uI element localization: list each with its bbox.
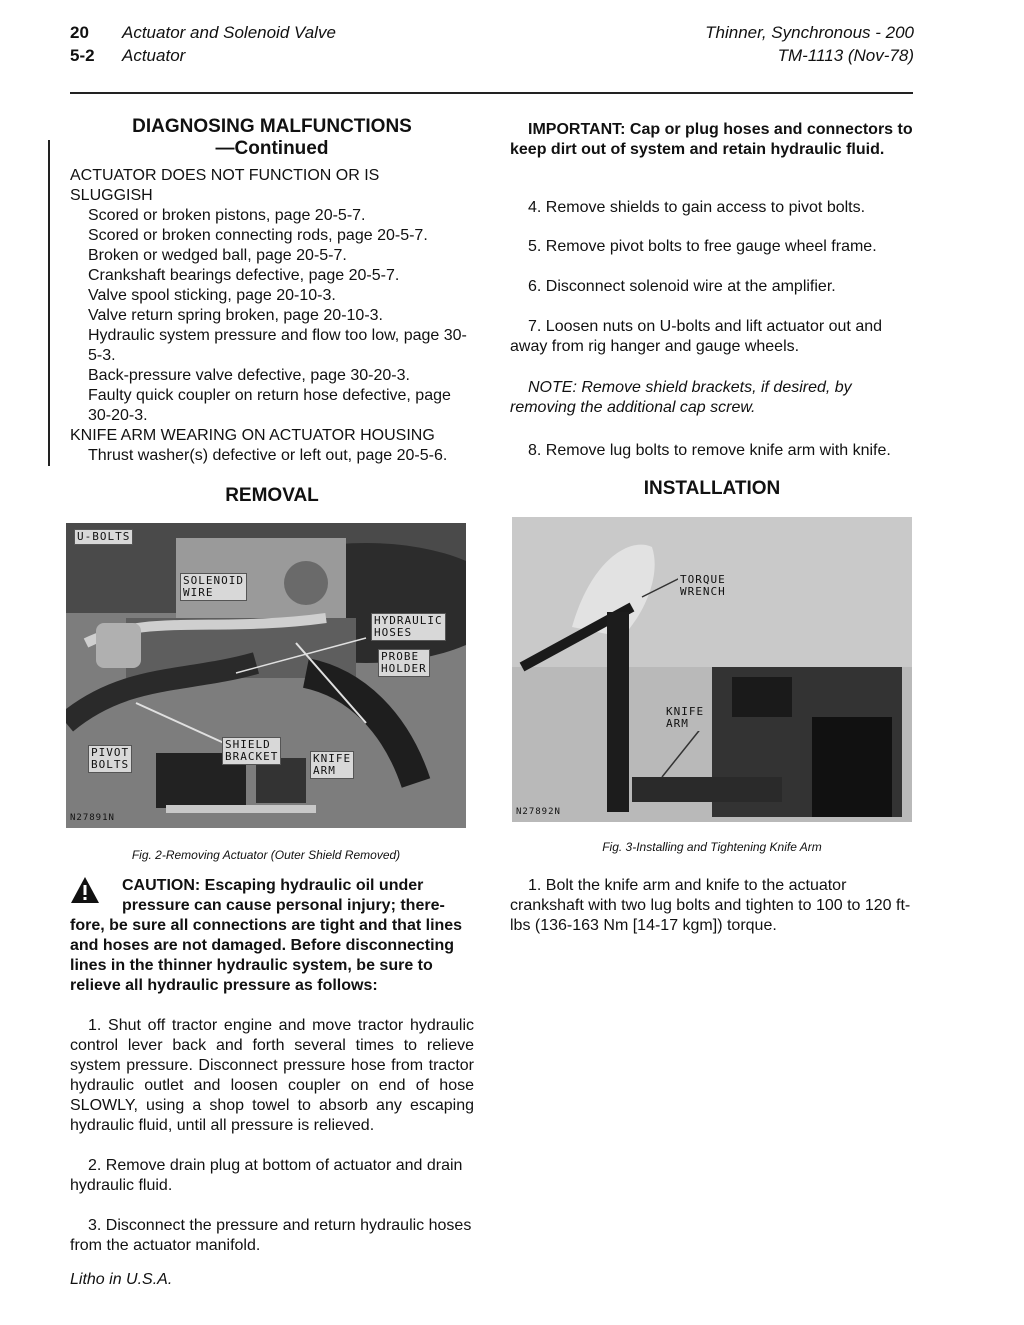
label-knife-arm-install: KNIFE ARM <box>666 705 705 730</box>
caution-line: pressure can cause personal injury; there- <box>122 897 445 914</box>
list-item: Faulty quick coupler on return hose defective, page 30-20-3. <box>88 387 451 424</box>
list-item: Scored or broken pistons, page 20-5-7. <box>88 207 366 224</box>
list-item: Valve return spring broken, page 20-10-3. <box>88 307 383 324</box>
label-knife-arm: KNIFE ARM <box>310 751 354 779</box>
removal-step-3: 3. Disconnect the pressure and return hydraulic hoses from the actuator manifold. <box>70 1217 472 1254</box>
label-pivot-bolts: PIVOT BOLTS <box>88 745 132 773</box>
category-knife-arm-wearing: KNIFE ARM WEARING ON ACTUATOR HOUSING <box>70 427 435 444</box>
list-item: Scored or broken connecting rods, page 20-5-7. <box>88 227 428 244</box>
header-manual-title: Thinner, Synchronous - 200 <box>705 23 914 42</box>
removal-title: REMOVAL <box>225 485 319 506</box>
caution-line: CAUTION: Escaping hydraulic oil under <box>122 877 424 894</box>
list-item: Back-pressure valve defective, page 30-20-3. <box>88 367 410 384</box>
removal-step-7: 7. Loosen nuts on U-bolts and lift actuator out and away from rig hanger and gauge wheels. <box>510 318 883 355</box>
list-item: Broken or wedged ball, page 20-5-7. <box>88 247 347 264</box>
removal-step-4: 4. Remove shields to gain access to pivot bolts. <box>528 199 866 216</box>
label-u-bolts: U-BOLTS <box>74 529 133 545</box>
header-subsection-title: Actuator <box>122 46 186 65</box>
header-rule <box>70 92 913 94</box>
list-item: Hydraulic system pressure and flow too low, page 30-5-3. <box>88 327 467 364</box>
figure-3-photo <box>512 517 912 822</box>
label-torque-wrench: TORQUE WRENCH <box>680 573 726 598</box>
figure-2-caption: Fig. 2-Removing Actuator (Outer Shield Removed) <box>131 848 401 862</box>
installation-title: INSTALLATION <box>643 478 781 499</box>
figure-3-code: N27892N <box>516 807 561 817</box>
header-section-title: Actuator and Solenoid Valve <box>122 23 336 42</box>
removal-step-8: 8. Remove lug bolts to remove knife arm with knife. <box>528 442 891 459</box>
label-shield-bracket: SHIELD BRACKET <box>222 737 281 765</box>
important-note: IMPORTANT: Cap or plug hoses and connectors to keep dirt out of system and retain hydraulic fluid. <box>510 121 913 158</box>
list-item: Valve spool sticking, page 20-10-3. <box>88 287 336 304</box>
figure-3-illustration <box>512 517 912 822</box>
label-hydraulic-hoses: HYDRAULIC HOSES <box>371 613 446 641</box>
footer-litho: Litho in U.S.A. <box>70 1271 173 1288</box>
diagnosing-title <box>70 116 474 160</box>
change-bar <box>48 140 50 466</box>
caution-line: fore, be sure all connections are tight and that lines <box>70 917 463 934</box>
category-actuator-sluggish: SLUGGISH <box>70 187 153 204</box>
category-actuator-not-functioning: ACTUATOR DOES NOT FUNCTION OR IS <box>70 167 380 184</box>
removal-step-5: 5. Remove pivot bolts to free gauge wheel frame. <box>528 238 877 255</box>
list-item: Crankshaft bearings defective, page 20-5-7. <box>88 267 400 284</box>
removal-step-1: 1. Shut off tractor engine and move tractor hydraulic control lever back and forth several times to relieve system pressure. Disconnect pressure hose from tractor hydraulic outlet and loosen coupler on end of hose SLOWLY, using a shop towel to absorb any escaping hydraulic fluid, until all pressure is relieved. <box>70 1017 474 1134</box>
diagnosing-list <box>70 166 474 466</box>
figure-2-photo <box>66 523 466 828</box>
label-probe-holder: PROBE HOLDER <box>378 649 430 677</box>
caution-line: relieve all hydraulic pressure as follows: <box>70 977 378 994</box>
header-manual-code: TM-1113 (Nov-78) <box>777 46 914 65</box>
diagnosing-title-line2: —Continued <box>215 138 329 159</box>
figure-3-caption: Fig. 3-Installing and Tightening Knife Arm <box>602 840 822 854</box>
header-page-number: 20 <box>70 23 89 42</box>
figure-2-code: N27891N <box>70 813 115 823</box>
diagnosing-title-line1: DIAGNOSING MALFUNCTIONS <box>132 116 412 137</box>
header-subsection-number: 5-2 <box>70 46 95 65</box>
list-item: Thrust washer(s) defective or left out, page 20-5-6. <box>88 447 448 464</box>
installation-step-1: 1. Bolt the knife arm and knife to the actuator crankshaft with two lug bolts and tighten to 100 to 120 ft-lbs (136-163 Nm [14-17 kgm]) torque. <box>510 877 911 934</box>
caution-line: lines in the thinner hydraulic system, be sure to <box>70 957 433 974</box>
removal-step-6: 6. Disconnect solenoid wire at the amplifier. <box>528 278 836 295</box>
label-solenoid-wire: SOLENOID WIRE <box>180 573 247 601</box>
caution-block <box>70 876 474 996</box>
removal-step-2: 2. Remove drain plug at bottom of actuator and drain hydraulic fluid. <box>70 1157 463 1194</box>
caution-line: and hoses are not damaged. Before disconnecting <box>70 937 455 954</box>
removal-note: NOTE: Remove shield brackets, if desired, by removing the additional cap screw. <box>510 379 852 416</box>
